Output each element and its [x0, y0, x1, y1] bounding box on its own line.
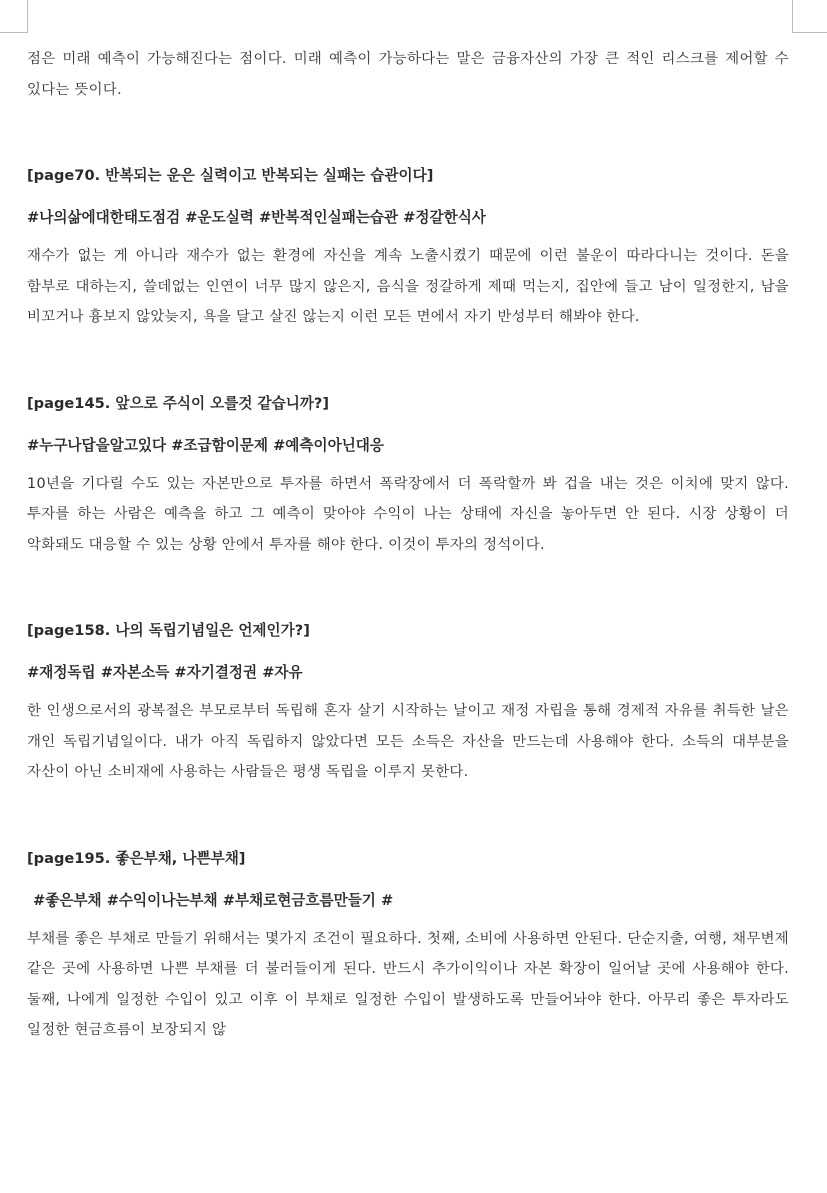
section-hashtags: #누구나답을알고있다 #조급함이문제 #예측이아닌대응 — [27, 436, 384, 454]
section-heading: [page195. 좋은부채, 나쁜부채] — [27, 849, 246, 867]
section-page195 — [27, 848, 789, 1046]
intro-paragraph: 점은 미래 예측이 가능해진다는 점이다. 미래 예측이 가능하다는 말은 금융자산의 가장 큰 적인 리스크를 제어할 수 있다는 뜻이다. — [27, 51, 789, 98]
document-body — [27, 44, 789, 1046]
section-page70 — [27, 165, 789, 333]
section-hashtags: #좋은부채 #수익이나는부채 #부채로현금흐름만들기 # — [33, 891, 394, 909]
section-page158 — [27, 620, 789, 788]
section-heading: [page158. 나의 독립기념일은 언제인가?] — [27, 622, 310, 639]
section-page145 — [27, 393, 789, 561]
section-paragraph: 10년을 기다릴 수도 있는 자본만으로 투자를 하면서 폭락장에서 더 폭락할까 봐 겁을 내는 것은 이치에 맞지 않다. 투자를 하는 사람은 예측을 하고 그 예측이 맞아야 수익이 나는 상태에 자신을 놓아두면 안 된다. 시장 상황이 더 악화돼도 대응할 수 있는 상황 안에서 투자를 해야 한다. 이것이 투자의 정석이다. — [27, 475, 789, 553]
crop-mark-top-left — [0, 0, 28, 33]
section-paragraph: 부채를 좋은 부채로 만들기 위해서는 몇가지 조건이 필요하다. 첫째, 소비에 사용하면 안된다. 단순지출, 여행, 채무변제 같은 곳에 사용하면 나쁜 부채를 더 불러들이게 된다. 반드시 추가이익이나 자본 확장이 일어날 곳에 사용해야 한다. 둘째, 나에게 일정한 수입이 있고 이후 이 부채로 일정한 수입이 발생하도록 만들어놔야 한다. 아무리 좋은 투자라도 일정한 현금흐름이 보장되지 않 — [27, 930, 789, 1038]
section-hashtags: #재정독립 #자본소득 #자기결정권 #자유 — [27, 664, 303, 681]
section-heading: [page145. 앞으로 주식이 오를것 같습니까?] — [27, 394, 330, 412]
section-hashtags: #나의삶에대한태도점검 #운도실력 #반복적인실패는습관 #정갈한식사 — [27, 209, 486, 226]
crop-mark-top-right — [792, 0, 827, 33]
section-paragraph: 재수가 없는 게 아니라 재수가 없는 환경에 자신을 계속 노출시켰기 때문에 이런 불운이 따라다니는 것이다. 돈을 함부로 대하는지, 쓸데없는 인연이 너무 많지 않은지, 음식을 정갈하게 제때 먹는지, 집안에 들고 남이 일정한지, 남을 비꼬거나 흉보지 않았늦지, 욕을 달고 살진 않는지 이런 모든 면에서 자기 반성부터 해봐야 한다. — [27, 248, 789, 325]
section-paragraph: 한 인생으로서의 광복절은 부모로부터 독립해 혼자 살기 시작하는 날이고 재정 자립을 통해 경제적 자유를 취득한 날은 개인 독립기념일이다. 내가 아직 독립하지 않았다면 모든 소득은 자산을 만드는데 사용해야 한다. 소득의 대부분을 자산이 아닌 소비재에 사용하는 사람들은 평생 독립을 이루지 못한다. — [27, 703, 789, 780]
section-heading: [page70. 반복되는 운은 실력이고 반복되는 실패는 습관이다] — [27, 167, 434, 184]
